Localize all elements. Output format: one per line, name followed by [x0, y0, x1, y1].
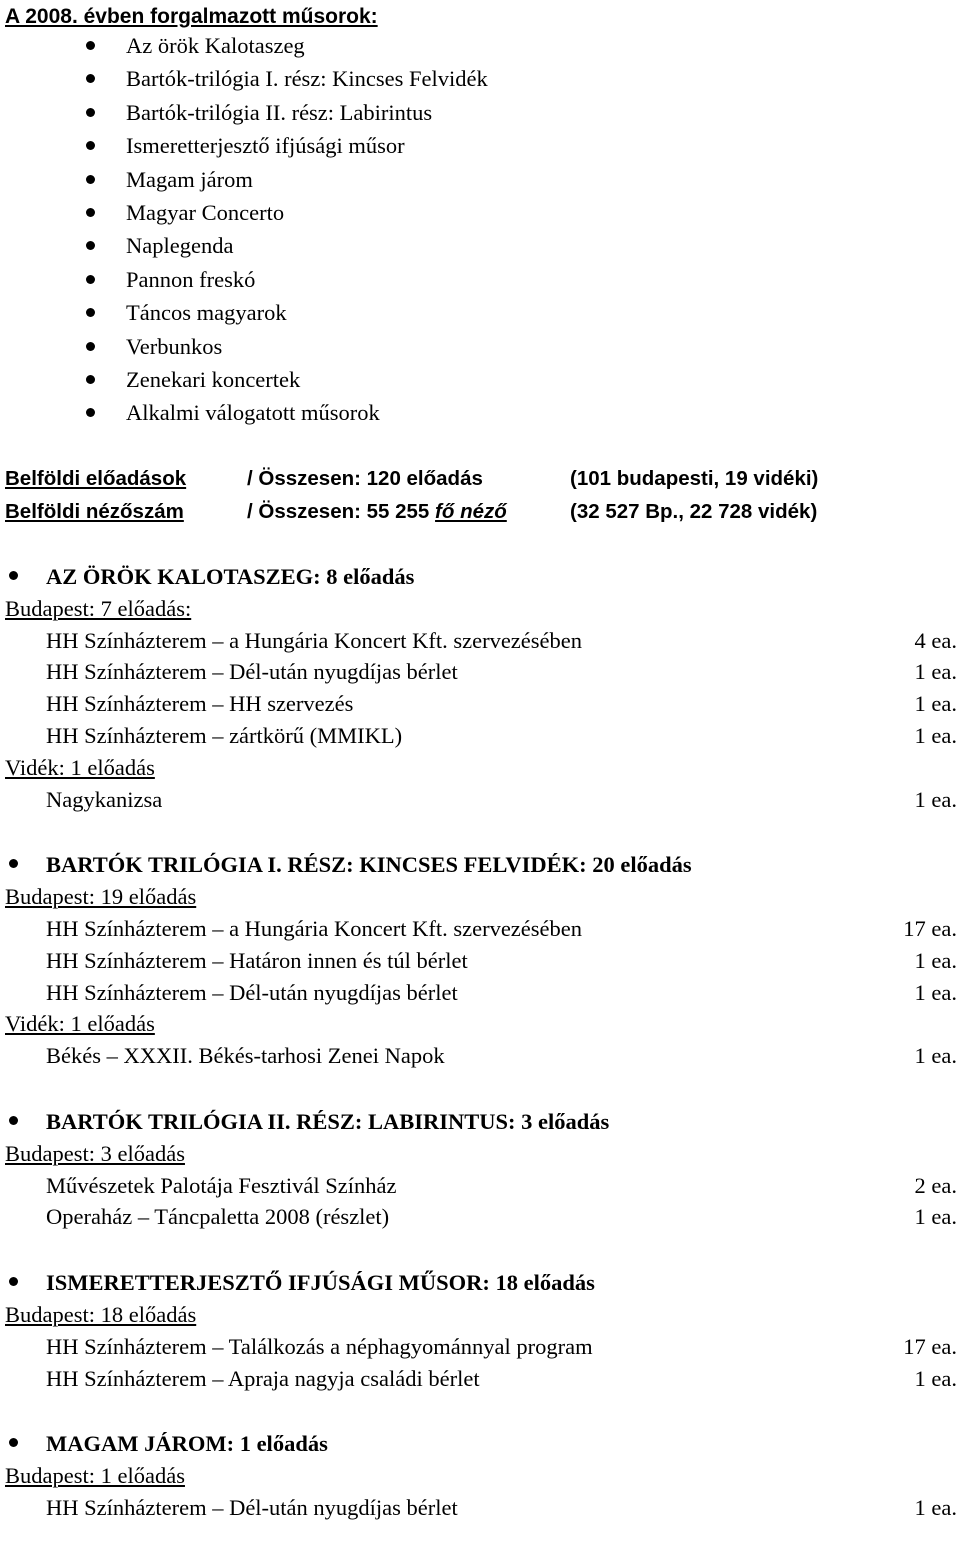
bullet-icon: [86, 41, 95, 50]
bullet-icon: [9, 571, 18, 580]
venue-row: [0, 1169, 960, 1201]
program-list-item: [0, 196, 960, 229]
venue-name: HH Színházterem – Apraja nagyja családi bérlet: [46, 1365, 480, 1391]
venue-row: [0, 976, 960, 1008]
performance-count: 1 ea.: [914, 1365, 957, 1391]
bullet-icon: [86, 241, 95, 250]
bullet-icon: [86, 108, 95, 117]
bullet-icon: [9, 1438, 18, 1447]
venue-name: HH Színházterem – Dél-után nyugdíjas bérlet: [46, 979, 458, 1005]
location-group-text: Vidék: 1 előadás: [5, 1011, 155, 1037]
venue-row: [0, 1362, 960, 1394]
performance-count: 2 ea.: [914, 1172, 957, 1198]
venue-name: Operaház – Táncpaletta 2008 (részlet): [46, 1204, 390, 1230]
venue-row: [0, 655, 960, 687]
location-group-label: [0, 880, 960, 912]
venue-name: HH Színházterem – Dél-után nyugdíjas bérlet: [46, 1494, 458, 1520]
program-list-item: [0, 29, 960, 62]
program-name: Az örök Kalotaszeg: [126, 33, 305, 58]
program-name: Alkalmi válogatott műsorok: [126, 400, 380, 426]
program-section: [0, 848, 960, 1071]
section-title: BARTÓK TRILÓGIA II. RÉSZ: LABIRINTUS: 3 előadás: [46, 1108, 610, 1134]
venue-name: HH Színházterem – Határon innen és túl bérlet: [46, 947, 468, 973]
program-list-item: [0, 163, 960, 196]
performance-count: 1 ea.: [914, 722, 957, 748]
program-name: Bartók-trilógia II. rész: Labirintus: [126, 99, 433, 125]
venue-row: [0, 1491, 960, 1523]
performance-count: 1 ea.: [914, 1043, 957, 1069]
program-sections: [0, 560, 960, 1557]
program-name: Ismeretterjesztő ifjúsági műsor: [126, 133, 405, 159]
location-group-label: [0, 1007, 960, 1039]
venue-name: HH Színházterem – a Hungária Koncert Kft. szervezésében: [46, 915, 583, 941]
program-section: [0, 560, 960, 814]
program-list-item: [0, 129, 960, 162]
location-group-label: [0, 751, 960, 783]
bullet-icon: [86, 74, 95, 83]
program-list-item: [0, 330, 960, 363]
performance-count: 1 ea.: [914, 947, 957, 973]
performance-count: 1 ea.: [914, 979, 957, 1005]
section-heading: [0, 1427, 960, 1459]
bullet-icon: [9, 1116, 18, 1125]
audience-total-prefix: / Összesen: 55 255: [247, 500, 436, 523]
section-heading: [0, 560, 960, 592]
program-name: Magam járom: [126, 166, 253, 192]
venue-name: HH Színházterem – Találkozás a néphagyománnyal program: [46, 1333, 593, 1359]
location-group-text: Budapest: 7 előadás:: [5, 595, 192, 621]
section-title: BARTÓK TRILÓGIA I. RÉSZ: KINCSES FELVIDÉK: 20 előadás: [46, 852, 692, 878]
venue-name: HH Színházterem – a Hungária Koncert Kft. szervezésében: [46, 627, 583, 653]
section-heading: [0, 848, 960, 880]
venue-row: [0, 624, 960, 656]
audience-row: [0, 495, 960, 528]
performance-count: 1 ea.: [914, 786, 957, 812]
bullet-icon: [86, 208, 95, 217]
location-group-label: [0, 1459, 960, 1491]
section-title: AZ ÖRÖK KALOTASZEG: 8 előadás: [46, 564, 415, 589]
audience-label: Belföldi nézőszám: [5, 500, 184, 523]
document-title: A 2008. évben forgalmazott műsorok:: [5, 5, 378, 28]
program-list-item: [0, 296, 960, 329]
venue-row: [0, 912, 960, 944]
location-group-label: [0, 1298, 960, 1330]
performances-label: Belföldi előadások: [5, 467, 187, 490]
program-list-item: [0, 229, 960, 262]
program-list-item: [0, 96, 960, 129]
venue-row: [0, 783, 960, 815]
performance-count: 1 ea.: [914, 1204, 957, 1230]
section-heading: [0, 1105, 960, 1137]
section-heading: [0, 1266, 960, 1298]
venue-name: HH Színházterem – HH szervezés: [46, 691, 354, 717]
venue-row: [0, 1039, 960, 1071]
performance-count: 17 ea.: [903, 915, 957, 941]
program-list-item: [0, 363, 960, 396]
bullet-icon: [86, 141, 95, 150]
audience-breakdown: (32 527 Bp., 22 728 vidék): [570, 500, 818, 523]
audience-total-emph: fő néző: [435, 500, 507, 523]
bullet-icon: [86, 275, 95, 284]
location-group-label: [0, 592, 960, 624]
program-name: Bartók-trilógia I. rész: Kincses Felvidék: [126, 66, 488, 92]
performances-row: [0, 462, 960, 495]
venue-name: HH Színházterem – Dél-után nyugdíjas bérlet: [46, 659, 458, 685]
performance-count: 4 ea.: [914, 627, 957, 653]
program-name: Magyar Concerto: [126, 199, 285, 225]
location-group-label: [0, 1137, 960, 1169]
program-list-item: [0, 263, 960, 296]
program-name: Zenekari koncertek: [126, 366, 301, 392]
program-name: Verbunkos: [126, 333, 223, 359]
bullet-icon: [9, 1277, 18, 1286]
location-group-text: Budapest: 1 előadás: [5, 1463, 185, 1489]
program-name: Pannon freskó: [126, 266, 256, 292]
location-group-text: Budapest: 19 előadás: [5, 884, 197, 910]
performance-count: 1 ea.: [914, 659, 957, 685]
performances-breakdown: (101 budapesti, 19 vidéki): [570, 467, 819, 490]
venue-row: [0, 1330, 960, 1362]
bullet-icon: [86, 408, 95, 417]
program-section: [0, 1266, 960, 1393]
venue-row: [0, 944, 960, 976]
program-list: [0, 29, 960, 430]
bullet-icon: [86, 175, 95, 184]
bullet-icon: [86, 342, 95, 351]
venue-row: [0, 1200, 960, 1232]
location-group-text: Budapest: 3 előadás: [5, 1140, 185, 1166]
venue-name: Művészetek Palotája Fesztivál Színház: [46, 1172, 397, 1198]
statistics-block: [0, 462, 960, 528]
performances-total: / Összesen: 120 előadás: [247, 467, 483, 490]
program-section: [0, 1105, 960, 1232]
venue-row: [0, 719, 960, 751]
performance-count: 1 ea.: [914, 1494, 957, 1520]
program-list-item: [0, 396, 960, 429]
performance-count: 1 ea.: [914, 691, 957, 717]
program-list-item: [0, 62, 960, 95]
program-name: Naplegenda: [126, 233, 234, 259]
section-title: ISMERETTERJESZTŐ IFJÚSÁGI MŰSOR: 18 előadás: [46, 1270, 595, 1296]
location-group-text: Vidék: 1 előadás: [5, 754, 155, 780]
venue-name: Nagykanizsa: [46, 786, 163, 812]
section-title: MAGAM JÁROM: 1 előadás: [46, 1431, 328, 1457]
performance-count: 17 ea.: [903, 1333, 957, 1359]
bullet-icon: [9, 859, 18, 868]
venue-name: Békés – XXXII. Békés-tarhosi Zenei Napok: [46, 1043, 445, 1069]
bullet-icon: [86, 308, 95, 317]
audience-total: [247, 495, 507, 528]
location-group-text: Budapest: 18 előadás: [5, 1301, 197, 1327]
bullet-icon: [86, 375, 95, 384]
program-name: Táncos magyarok: [126, 300, 287, 326]
venue-name: HH Színházterem – zártkörű (MMIKL): [46, 722, 403, 748]
venue-row: [0, 687, 960, 719]
program-section: [0, 1427, 960, 1522]
